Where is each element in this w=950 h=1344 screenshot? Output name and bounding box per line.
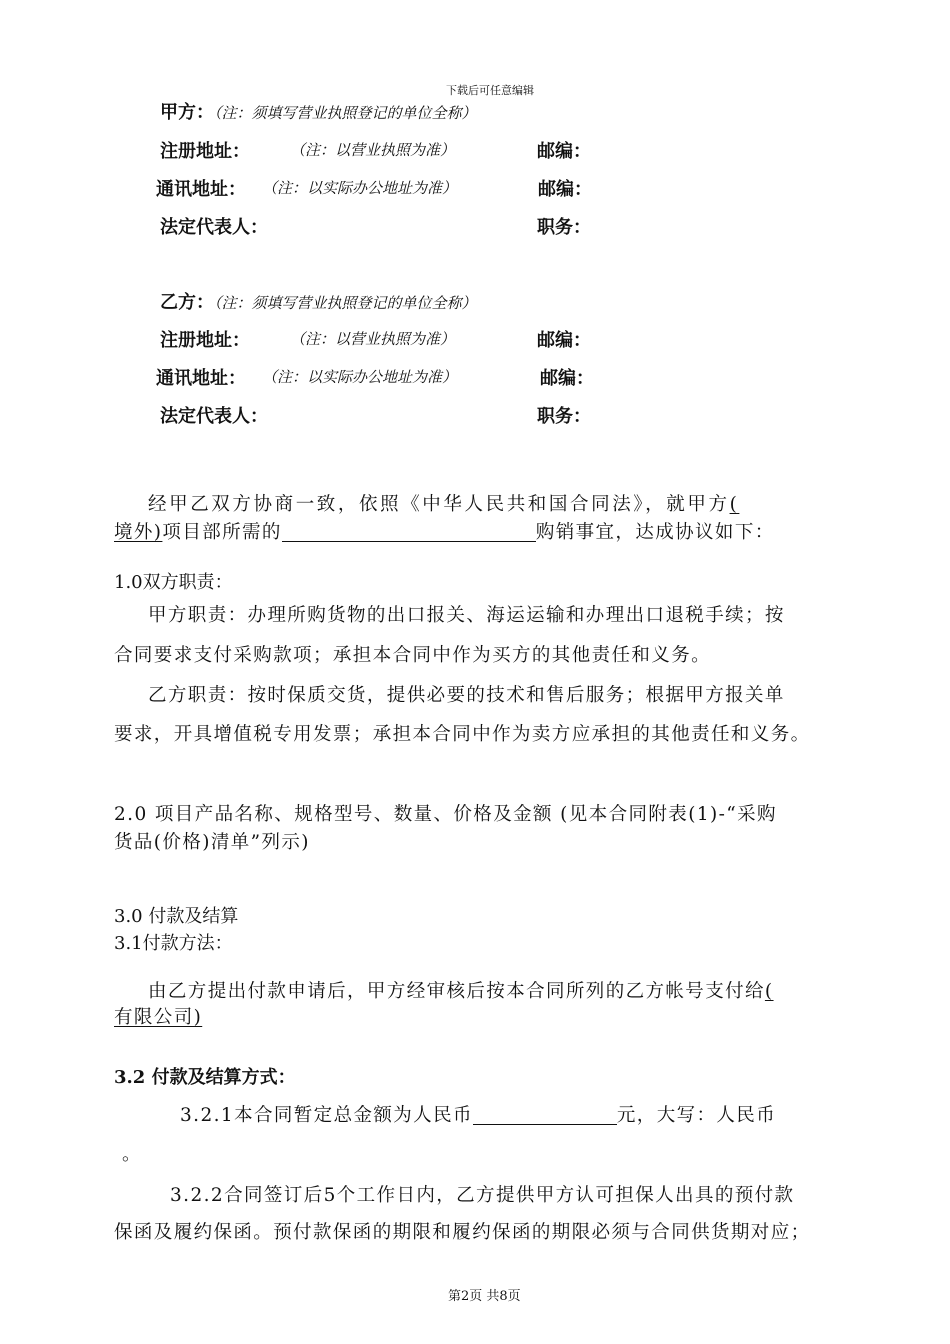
clause-3-2-1-text-b: 元，大写：人民币 [616, 1105, 777, 1126]
clause-3-2-1-number: 3.2.1 [180, 1105, 235, 1126]
party-b-reg-note: （注：以营业执照为准） [290, 330, 456, 348]
section-3-1-company-name: 有限公司) [114, 1007, 203, 1028]
party-a-mail-label: 通讯地址： [156, 179, 246, 200]
section-3-2-heading: 3.2 付款及结算方式： [114, 1067, 296, 1088]
section-3-1-underlined-open: ( [764, 981, 774, 1002]
section-2-line-2: 货品(价格)清单”列示) [114, 832, 310, 853]
section-1-heading: 1.0双方职责： [114, 572, 233, 593]
section-1-party-a-line-1: 甲方职责：办理所购货物的出口报关、海运运输和办理出口退税手续；按 [148, 605, 785, 626]
party-a-name-note: （注：须填写营业执照登记的单位全称） [214, 104, 477, 122]
party-b-label: 乙方： [160, 292, 214, 313]
party-a-mail-note: （注：以实际办公地址为准） [262, 179, 458, 197]
party-a-postcode2-label: 邮编： [538, 179, 592, 200]
intro-text-1: 经甲乙双方协商一致，依照《中华人民共和国合同法》，就甲方 [148, 494, 730, 515]
section-3-1-line-2 [114, 1003, 202, 1029]
clause-3-2-2-line-2: 保函及履约保函。预付款保函的期限和履约保函的期限必须与合同供货期对应； [114, 1222, 811, 1243]
section-2-line-1: 2.0 项目产品名称、规格型号、数量、价格及金额 (见本合同附表(1)-“采购 [114, 804, 777, 825]
section-3-1-line-1 [148, 977, 774, 1003]
clause-3-2-1-end: 。 [122, 1144, 142, 1165]
page-header: 下载后可任意编辑 [446, 84, 534, 97]
section-3-1-heading: 3.1付款方法： [114, 933, 233, 954]
section-1-party-b-line-1: 乙方职责：按时保质交货，提供必要的技术和售后服务；根据甲方报关单 [148, 685, 785, 706]
clause-3-2-1 [180, 1101, 776, 1127]
party-b-reg-label: 注册地址： [160, 330, 250, 351]
party-b-name-row [160, 288, 477, 314]
clause-3-2-2-text-1: 合同签订后5个工作日内，乙方提供甲方认可担保人出具的预付款 [224, 1185, 795, 1206]
party-b-postcode2-label: 邮编： [540, 368, 594, 389]
party-a-reg-label: 注册地址： [160, 141, 250, 162]
intro-text-2b: 购销事宜，达成协议如下： [535, 522, 775, 543]
party-a-reg-note: （注：以营业执照为准） [290, 141, 456, 159]
intro-line-1 [148, 490, 739, 516]
party-a-postcode-label: 邮编： [537, 141, 591, 162]
section-1-party-a-line-2: 合同要求支付采购款项；承担本合同中作为买方的其他责任和义务。 [114, 645, 712, 666]
clause-3-2-2-line-1 [170, 1181, 794, 1207]
section-3-heading: 3.0 付款及结算 [114, 906, 239, 927]
clause-3-2-2-number: 3.2.2 [170, 1185, 225, 1206]
section-3-1-text: 由乙方提出付款申请后，甲方经审核后按本合同所列的乙方帐号支付给 [148, 981, 765, 1002]
party-b-postcode-label: 邮编： [537, 330, 591, 351]
clause-3-2-1-amount-blank [473, 1106, 617, 1125]
intro-text-2a: 项目部所需的 [162, 522, 282, 543]
party-b-mail-label: 通讯地址： [156, 368, 246, 389]
intro-underlined-open: ( [729, 494, 740, 515]
intro-underlined-close: 境外) [114, 522, 163, 543]
intro-line-2 [114, 518, 775, 544]
clause-3-2-1-text-a: 本合同暂定总金额为人民币 [234, 1105, 473, 1126]
party-a-rep-label: 法定代表人： [160, 217, 268, 238]
party-b-title-label: 职务： [537, 406, 591, 427]
section-1-party-b-line-2: 要求，开具增值税专用发票；承担本合同中作为卖方应承担的其他责任和义务。 [114, 724, 811, 745]
intro-blank-line [282, 523, 536, 542]
party-b-rep-label: 法定代表人： [160, 406, 268, 427]
party-b-mail-note: （注：以实际办公地址为准） [262, 368, 458, 386]
party-a-name-row [160, 98, 477, 124]
party-a-title-label: 职务： [537, 217, 591, 238]
page-footer: 第2页 共8页 [448, 1289, 521, 1304]
party-b-name-note: （注：须填写营业执照登记的单位全称） [214, 294, 477, 312]
party-a-label: 甲方： [160, 102, 214, 123]
